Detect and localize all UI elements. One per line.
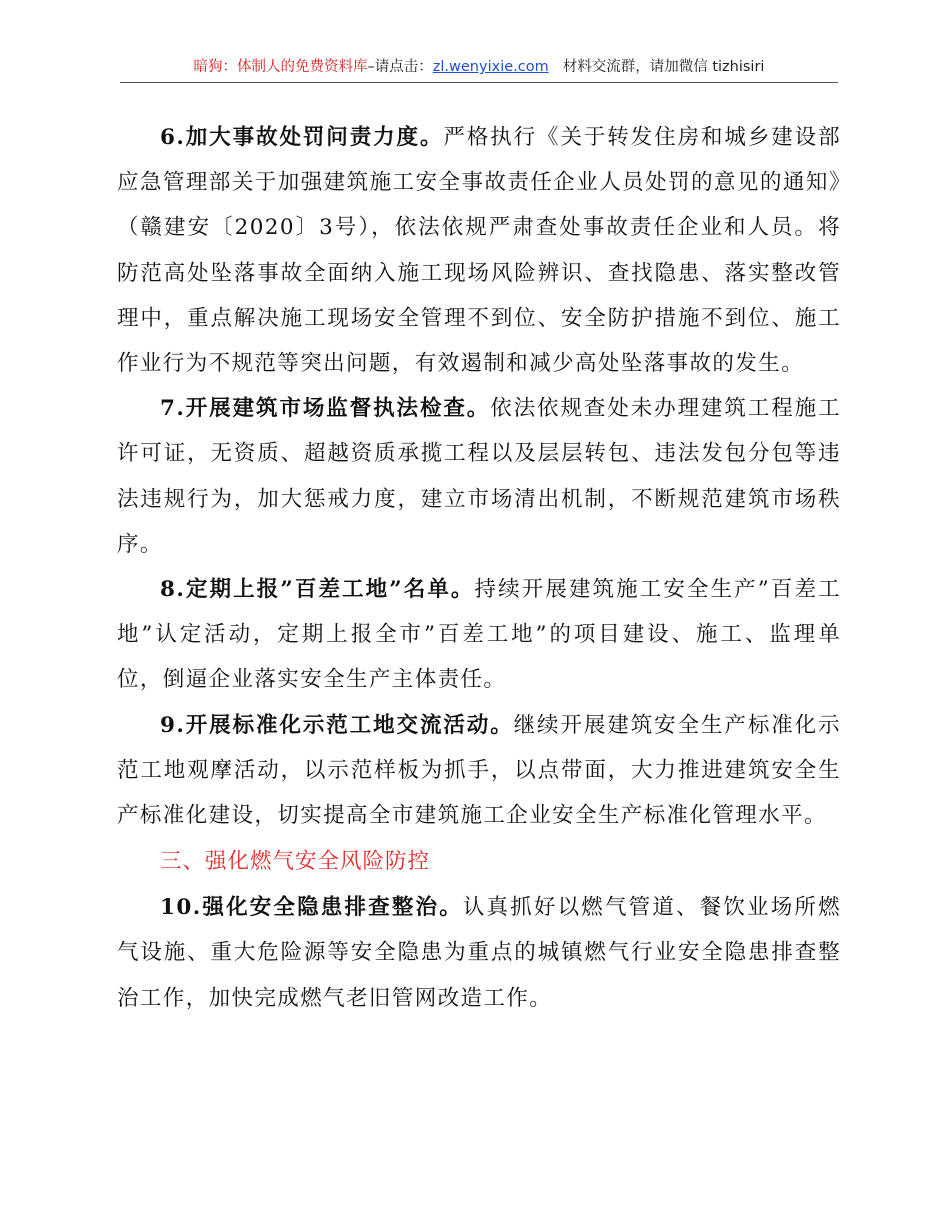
paragraph-10-body: 认真抓好以燃气管道、餐饮业场所燃气设施、重大危险源等安全隐患为重点的城镇燃气行业安全隐患排查整治工作，加快完成燃气老旧管网改造工作。 [117, 895, 841, 1011]
paragraph-6 [117, 115, 841, 386]
paragraph-10-heading: 10.强化安全隐患排查整治。 [160, 895, 463, 921]
paragraph-8-body: 持续开展建筑施工安全生产”百差工地”认定活动，定期上报全市”百差工地”的项目建设、施工、监理单位，倒逼企业落实安全生产主体责任。 [117, 577, 841, 693]
paragraph-7 [117, 386, 841, 567]
paragraph-8 [117, 567, 841, 703]
paragraph-9-body: 继续开展建筑安全生产标准化示范工地观摩活动，以示范样板为抓手，以点带面，大力推进建筑安全生产标准化建设，切实提高全市建筑施工企业安全生产标准化管理水平。 [117, 712, 841, 829]
paragraph-6-heading: 6.加大事故处罚问责力度。 [160, 125, 444, 150]
header-click-prompt: –请点击： [367, 59, 433, 75]
paragraph-10 [117, 885, 841, 1021]
paragraph-7-body: 依法依规查处未办理建筑工程施工许可证，无资质、超越资质承揽工程以及层层转包、违法发包分包等违法违规行为，加大惩戒力度，建立市场清出机制，不断规范建筑市场秩序。 [117, 396, 841, 557]
paragraph-9-heading: 9.开展标准化示范工地交流活动。 [160, 712, 514, 738]
paragraph-6-body: 严格执行《关于转发住房和城乡建设部应急管理部关于加强建筑施工安全事故责任企业人员处罚的意见的通知》（赣建安〔2020〕3号），依法依规严肃查处事故责任企业和人员。将防范高处坠落事故全面纳入施工现场风险辨识、查找隐患、落实整改管理中，重点解决施工现场安全管理不到位、安全防护措施不到位、施工作业行为不规范等突出问题，有效遏制和减少高处坠落事故的发生。 [117, 125, 841, 377]
section-heading: 三、强化燃气安全风险防控 [160, 849, 431, 875]
document-body [117, 115, 841, 1021]
header-group-text: 材料交流群，请加微信 tizhisiri [562, 59, 765, 75]
page-header [120, 56, 838, 83]
header-url-link[interactable]: zl.wenyixie.com [432, 59, 549, 75]
paragraph-9 [117, 703, 841, 839]
paragraph-8-heading: 8.定期上报”百差工地”名单。 [160, 577, 475, 603]
header-site-name: 暗狗：体制人的免费资料库 [193, 59, 368, 75]
paragraph-7-heading: 7.开展建筑市场监督执法检查。 [160, 396, 491, 422]
